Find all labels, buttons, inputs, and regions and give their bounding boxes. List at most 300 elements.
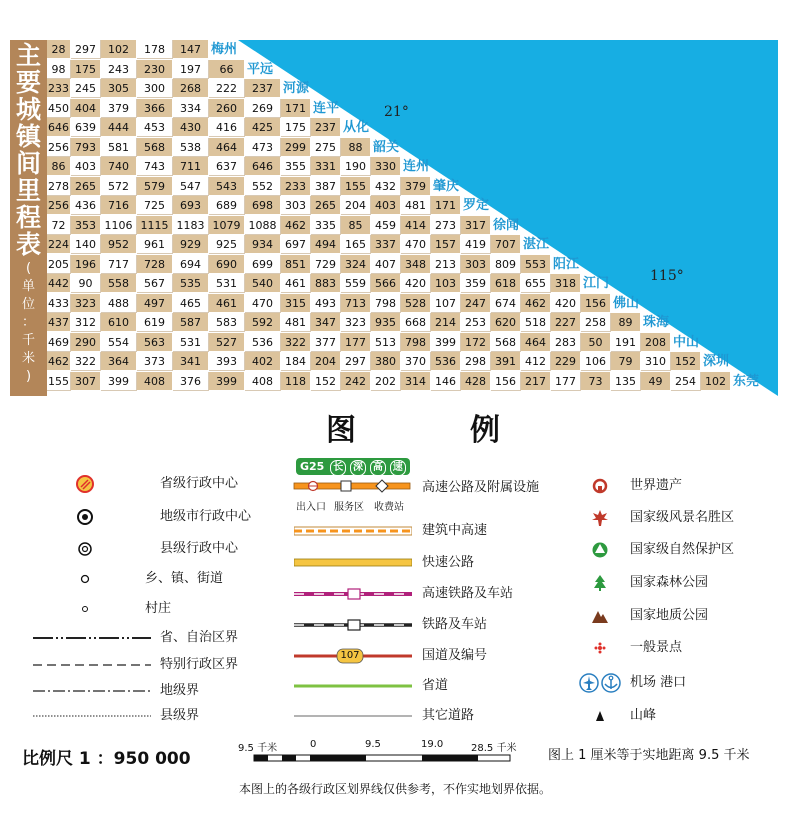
legend-scenic-area: 国家级风景名胜区 (630, 510, 735, 525)
distance-cell: 229 (551, 352, 581, 371)
distance-cell: 190 (341, 157, 371, 176)
distance-cell: 155 (341, 177, 371, 196)
distance-cell: 527 (209, 333, 245, 352)
distance-cell: 370 (401, 352, 431, 371)
prefecture-city-icon (72, 507, 98, 527)
distance-cell: 461 (281, 274, 311, 293)
distance-cell: 165 (341, 235, 371, 254)
distance-cell: 208 (641, 333, 671, 352)
county-center-icon (72, 539, 98, 559)
distance-cell: 528 (401, 294, 431, 313)
city-label: 连州 (403, 159, 430, 174)
distance-cell: 639 (71, 118, 101, 137)
distance-cell: 690 (209, 255, 245, 274)
distance-cell: 619 (137, 313, 173, 332)
distance-cell: 237 (311, 118, 341, 137)
distance-cell: 152 (311, 372, 341, 391)
distance-cell: 377 (311, 333, 341, 352)
legend-mountain-peak: 山峰 (630, 708, 657, 723)
distance-cell: 290 (71, 333, 101, 352)
distance-cell: 743 (137, 157, 173, 176)
distance-cell: 728 (137, 255, 173, 274)
distance-cell: 88 (341, 138, 371, 157)
distance-cell: 1079 (209, 216, 245, 235)
distance-cell: 155 (47, 372, 71, 391)
distance-cell: 213 (431, 255, 461, 274)
high-speed-rail-line (294, 584, 412, 604)
city-label: 梅州 (211, 42, 238, 57)
legend-forest-park: 国家森林公园 (630, 575, 709, 590)
distance-cell: 49 (641, 372, 671, 391)
distance-cell: 256 (47, 196, 71, 215)
other-road-line (294, 706, 412, 726)
distance-cell: 230 (137, 60, 173, 79)
distance-cell: 364 (101, 352, 137, 371)
distance-cell: 444 (101, 118, 137, 137)
village-icon (72, 599, 98, 619)
distance-cell: 408 (137, 372, 173, 391)
distance-cell: 493 (311, 294, 341, 313)
city-label: 江门 (583, 276, 610, 291)
distance-cell: 536 (431, 352, 461, 371)
distance-cell: 473 (245, 138, 281, 157)
distance-cell: 256 (47, 138, 71, 157)
distance-cell: 674 (491, 294, 521, 313)
distance-cell: 592 (245, 313, 281, 332)
legend-other-road: 其它道路 (422, 708, 475, 723)
distance-cell: 402 (245, 352, 281, 371)
city-label: 佛山 (613, 296, 640, 311)
distance-cell: 310 (641, 352, 671, 371)
township-icon (72, 569, 98, 589)
scale-note: 图上 1 厘米等于实地距离 9.5 千米 (548, 748, 750, 763)
distance-cell: 297 (341, 352, 371, 371)
distance-cell: 572 (101, 177, 137, 196)
legend-provincial-boundary: 省、自治区界 (160, 630, 239, 645)
distance-cell: 883 (311, 274, 341, 293)
distance-cell: 106 (581, 352, 611, 371)
general-attraction-icon (590, 638, 610, 658)
title-char: 表 (15, 230, 41, 259)
distance-cell: 1183 (173, 216, 209, 235)
distance-cell: 437 (47, 313, 71, 332)
distance-cell: 707 (491, 235, 521, 254)
distance-cell: 462 (47, 352, 71, 371)
distance-cell: 412 (521, 352, 551, 371)
distance-cell: 470 (401, 235, 431, 254)
distance-cell: 403 (371, 196, 401, 215)
distance-cell: 347 (311, 313, 341, 332)
distance-cell: 420 (401, 274, 431, 293)
distance-cell: 1106 (101, 216, 137, 235)
legend-world-heritage: 世界遗产 (630, 478, 683, 493)
distance-cell: 140 (71, 235, 101, 254)
distance-cell: 376 (173, 372, 209, 391)
legend-provincial-capital: 省级行政中心 (160, 476, 239, 491)
distance-cell: 567 (137, 274, 173, 293)
distance-cell: 713 (341, 294, 371, 313)
distance-cell: 725 (137, 196, 173, 215)
distance-table-title (10, 40, 47, 396)
distance-cell: 157 (431, 235, 461, 254)
distance-cell: 269 (245, 99, 281, 118)
provincial-road-line (294, 676, 412, 696)
scale-tick-1: 9.5 (365, 739, 381, 750)
distance-cell: 79 (611, 352, 641, 371)
distance-cell: 717 (101, 255, 137, 274)
distance-cell: 465 (173, 294, 209, 313)
distance-cell: 566 (371, 274, 401, 293)
distance-cell: 436 (71, 196, 101, 215)
provincial-capital-icon (70, 473, 100, 495)
legend-village: 村庄 (145, 601, 172, 616)
world-heritage-icon (590, 476, 610, 496)
distance-cell: 146 (431, 372, 461, 391)
expressway-code: G25 (300, 460, 325, 473)
distance-cell: 314 (401, 372, 431, 391)
distance-cell: 793 (71, 138, 101, 157)
distance-cell: 297 (71, 40, 101, 59)
distance-cell: 407 (371, 255, 401, 274)
legend-provincial-road: 省道 (422, 678, 449, 693)
distance-cell: 618 (491, 274, 521, 293)
distance-cell: 543 (209, 177, 245, 196)
railway-line (294, 615, 412, 635)
title-char: 间 (15, 149, 41, 178)
distance-cell: 237 (245, 79, 281, 98)
legend-township: 乡、镇、街道 (145, 571, 224, 586)
distance-cell: 73 (581, 372, 611, 391)
distance-cell: 464 (209, 138, 245, 157)
geopark-icon (590, 606, 610, 626)
distance-cell: 694 (173, 255, 209, 274)
expressway-service-label: 服务区 (334, 502, 364, 513)
distance-cell: 197 (173, 60, 209, 79)
title-char: 城 (15, 95, 41, 124)
unit-char: ： (21, 315, 35, 330)
city-label: 东莞 (733, 374, 760, 389)
distance-cell: 620 (491, 313, 521, 332)
distance-cell: 935 (371, 313, 401, 332)
distance-cell: 697 (281, 235, 311, 254)
distance-cell: 102 (101, 40, 137, 59)
city-label: 徐闻 (493, 218, 520, 233)
unit-char: 单 (21, 279, 35, 294)
distance-cell: 175 (281, 118, 311, 137)
distance-cell: 265 (311, 196, 341, 215)
distance-cell: 399 (101, 372, 137, 391)
legend-high-speed-rail: 高速铁路及车站 (422, 586, 514, 601)
unit-char: 米 (21, 351, 35, 366)
forest-park-icon (590, 573, 610, 593)
distance-cell: 380 (371, 352, 401, 371)
distance-cell: 535 (173, 274, 209, 293)
scale-tick-left: 9.5 千米 (238, 743, 278, 754)
distance-cell: 379 (401, 177, 431, 196)
nature-reserve-icon (590, 540, 610, 560)
unit-char: 千 (21, 333, 35, 348)
distance-cell: 156 (581, 294, 611, 313)
city-label: 肇庆 (433, 179, 460, 194)
distance-cell: 268 (173, 79, 209, 98)
distance-cell: 481 (281, 313, 311, 332)
distance-cell: 462 (281, 216, 311, 235)
distance-cell: 798 (401, 333, 431, 352)
distance-cell: 359 (461, 274, 491, 293)
distance-cell: 335 (311, 216, 341, 235)
city-label: 深圳 (703, 354, 730, 369)
legend-national-road: 国道及编号 (422, 648, 488, 663)
distance-cell: 312 (71, 313, 101, 332)
distance-cell: 303 (461, 255, 491, 274)
distance-cell: 341 (173, 352, 209, 371)
distance-cell: 330 (371, 157, 401, 176)
distance-table (10, 40, 778, 391)
distance-cell: 425 (245, 118, 281, 137)
distance-cell: 711 (173, 157, 209, 176)
distance-cell: 175 (71, 60, 101, 79)
distance-cell: 531 (209, 274, 245, 293)
distance-cell: 98 (47, 60, 71, 79)
distance-cell: 135 (611, 372, 641, 391)
distance-cell: 89 (611, 313, 641, 332)
distance-cell: 28 (47, 40, 71, 59)
city-label: 中山 (673, 335, 700, 350)
city-label: 河源 (283, 81, 310, 96)
disclaimer: 本图上的各级行政区划界线仅供参考，不作实地划界依据。 (238, 782, 551, 796)
distance-cell: 464 (521, 333, 551, 352)
distance-cell: 925 (209, 235, 245, 254)
distance-cell: 72 (47, 216, 71, 235)
distance-cell: 300 (137, 79, 173, 98)
longitude-label: 115° (650, 268, 684, 284)
distance-cell: 391 (491, 352, 521, 371)
distance-cell: 419 (461, 235, 491, 254)
distance-cell: 559 (341, 274, 371, 293)
distance-cell: 494 (311, 235, 341, 254)
distance-cell: 334 (173, 99, 209, 118)
distance-cell: 587 (173, 313, 209, 332)
distance-cell: 668 (401, 313, 431, 332)
distance-cell: 178 (137, 40, 173, 59)
distance-cell: 420 (551, 294, 581, 313)
distance-cell: 275 (311, 138, 341, 157)
distance-cell: 366 (137, 99, 173, 118)
distance-cell: 416 (209, 118, 245, 137)
distance-cell: 355 (281, 157, 311, 176)
distance-cell: 298 (461, 352, 491, 371)
distance-cell: 581 (101, 138, 137, 157)
legend-expressway-construction: 建筑中高速 (422, 523, 488, 538)
distance-cell: 147 (173, 40, 209, 59)
distance-cell: 610 (101, 313, 137, 332)
distance-cell: 305 (101, 79, 137, 98)
distance-cell: 729 (311, 255, 341, 274)
title-char: 主 (15, 41, 41, 70)
distance-cell: 655 (521, 274, 551, 293)
expressway-under-construction-line (294, 521, 412, 541)
title-char: 要 (15, 68, 41, 97)
distance-cell: 693 (173, 196, 209, 215)
distance-cell: 373 (137, 352, 173, 371)
city-label: 湛江 (523, 237, 550, 252)
distance-cell: 322 (71, 352, 101, 371)
distance-cell: 227 (551, 313, 581, 332)
distance-cell: 497 (137, 294, 173, 313)
distance-cell: 152 (671, 352, 701, 371)
distance-cell: 303 (281, 196, 311, 215)
distance-cell: 428 (461, 372, 491, 391)
distance-cell: 171 (281, 99, 311, 118)
distance-cell: 536 (245, 333, 281, 352)
city-label: 韶关 (373, 140, 400, 155)
distance-cell: 563 (137, 333, 173, 352)
legend-nature-reserve: 国家级自然保护区 (630, 542, 735, 557)
distance-cell: 547 (173, 177, 209, 196)
distance-cell: 315 (281, 294, 311, 313)
distance-cell: 202 (371, 372, 401, 391)
distance-cell: 450 (47, 99, 71, 118)
distance-cell: 204 (311, 352, 341, 371)
distance-cell: 86 (47, 157, 71, 176)
legend-general-attraction: 一般景点 (630, 640, 683, 655)
distance-cell: 430 (173, 118, 209, 137)
distance-cell: 324 (341, 255, 371, 274)
city-label: 阳江 (553, 257, 580, 272)
distance-cell: 353 (71, 216, 101, 235)
scale-bar (252, 752, 512, 766)
distance-cell: 399 (431, 333, 461, 352)
distance-cell: 254 (671, 372, 701, 391)
distance-cell: 253 (461, 313, 491, 332)
distance-cell: 318 (551, 274, 581, 293)
legend-prefecture-city: 地级市行政中心 (160, 509, 252, 524)
distance-cell: 317 (461, 216, 491, 235)
distance-cell: 184 (281, 352, 311, 371)
city-label: 平远 (247, 62, 274, 77)
distance-cell: 299 (281, 138, 311, 157)
city-label: 连平 (313, 101, 340, 116)
distance-cell: 258 (581, 313, 611, 332)
distance-cell: 273 (431, 216, 461, 235)
legend-airport-port: 机场 港口 (630, 675, 687, 690)
distance-cell: 217 (521, 372, 551, 391)
distance-cell: 307 (71, 372, 101, 391)
distance-cell: 408 (245, 372, 281, 391)
expressway-icon: G25 长 深 高 速 出入口 服务区 收费站 (292, 458, 412, 514)
distance-cell: 583 (209, 313, 245, 332)
distance-cell: 171 (431, 196, 461, 215)
city-label: 罗定 (463, 198, 490, 213)
distance-cell: 538 (173, 138, 209, 157)
distance-cell: 247 (461, 294, 491, 313)
legend-county-boundary: 县级界 (160, 708, 200, 723)
distance-cell: 952 (101, 235, 137, 254)
scale-ratio: 比例尺 1 ：950 000 (22, 749, 191, 769)
legend-prefecture-boundary: 地级界 (160, 683, 200, 698)
distance-cell: 934 (245, 235, 281, 254)
scale-tick-3: 28.5 千米 (471, 743, 517, 754)
distance-cell: 646 (245, 157, 281, 176)
distance-cell: 245 (71, 79, 101, 98)
sar-boundary-line (33, 655, 151, 675)
distance-cell: 196 (71, 255, 101, 274)
legend-sar-boundary: 特别行政区界 (160, 657, 239, 672)
distance-cell: 278 (47, 177, 71, 196)
unit-char: ) (25, 369, 32, 384)
legend-geopark: 国家地质公园 (630, 608, 709, 623)
city-label: 珠海 (643, 315, 670, 330)
distance-cell: 488 (101, 294, 137, 313)
distance-cell: 698 (245, 196, 281, 215)
distance-cell: 323 (71, 294, 101, 313)
distance-cell: 809 (491, 255, 521, 274)
distance-cell: 66 (209, 60, 245, 79)
distance-cell: 265 (71, 177, 101, 196)
distance-cell: 222 (209, 79, 245, 98)
scale-tick-2: 19.0 (421, 739, 444, 750)
distance-cell: 204 (341, 196, 371, 215)
distance-cell: 554 (101, 333, 137, 352)
national-road-number: 107 (340, 650, 360, 661)
distance-cell: 442 (47, 274, 71, 293)
mountain-peak-icon (590, 706, 610, 726)
expressway-exit-label: 出入口 (296, 502, 326, 513)
legend-railway: 铁路及车站 (422, 617, 488, 632)
distance-cell: 579 (137, 177, 173, 196)
distance-cell: 322 (281, 333, 311, 352)
distance-cell: 50 (581, 333, 611, 352)
legend-expressway: 高速公路及附属设施 (422, 480, 540, 495)
distance-cell: 205 (47, 255, 71, 274)
distance-cell: 102 (701, 372, 731, 391)
airport-port-icon (579, 672, 623, 694)
distance-cell: 283 (551, 333, 581, 352)
distance-cell: 393 (209, 352, 245, 371)
distance-cell: 177 (551, 372, 581, 391)
distance-cell: 481 (401, 196, 431, 215)
legend-fast-road: 快速公路 (422, 555, 475, 570)
distance-cell: 929 (173, 235, 209, 254)
distance-cell: 1115 (137, 216, 173, 235)
distance-cell: 432 (371, 177, 401, 196)
distance-cell: 740 (101, 157, 137, 176)
distance-cell: 558 (101, 274, 137, 293)
distance-cell: 348 (401, 255, 431, 274)
distance-cell: 568 (491, 333, 521, 352)
distance-cell: 191 (611, 333, 641, 352)
distance-cell: 403 (71, 157, 101, 176)
distance-cell: 85 (341, 216, 371, 235)
distance-cell: 553 (521, 255, 551, 274)
distance-cell: 103 (431, 274, 461, 293)
prefecture-boundary-line (33, 681, 151, 701)
county-boundary-line (33, 706, 151, 726)
distance-cell: 177 (341, 333, 371, 352)
distance-cell: 699 (245, 255, 281, 274)
distance-cell: 404 (71, 99, 101, 118)
legend-county-center: 县级行政中心 (160, 541, 239, 556)
distance-cell: 156 (491, 372, 521, 391)
distance-cell: 961 (137, 235, 173, 254)
distance-cell: 531 (173, 333, 209, 352)
distance-cell: 462 (521, 294, 551, 313)
distance-cell: 568 (137, 138, 173, 157)
distance-cell: 118 (281, 372, 311, 391)
distance-cell: 470 (245, 294, 281, 313)
provincial-boundary-line (33, 628, 151, 648)
expressway-toll-label: 收费站 (374, 502, 404, 513)
